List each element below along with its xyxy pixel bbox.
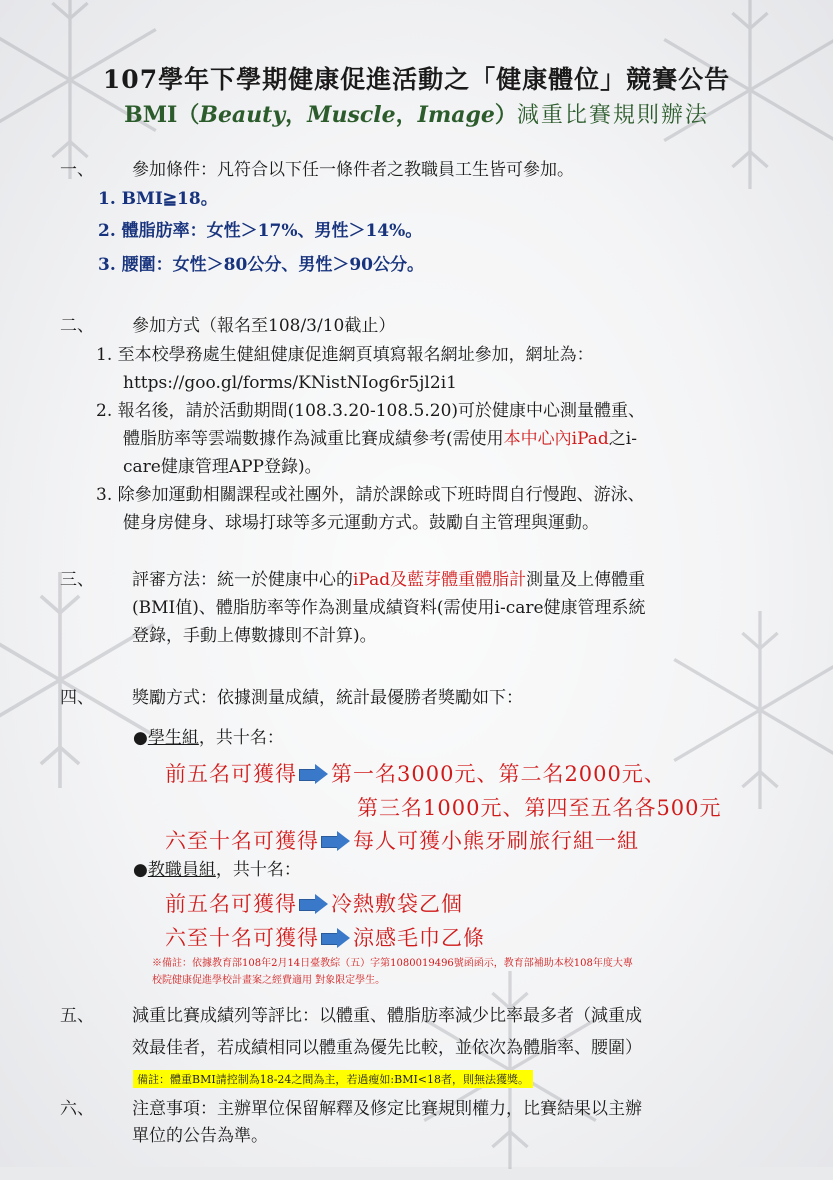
funding-note	[152, 955, 792, 989]
student-top5-prize	[165, 758, 666, 788]
line: (BMI值)、體脂肪率等作為測量成績資料(需使用i-care健康管理系統	[132, 598, 646, 618]
subtitle-sep: ，	[285, 102, 308, 128]
prize-value: 涼感毛巾乙條	[353, 926, 485, 950]
arrow-right-icon	[299, 765, 329, 783]
text: 之i-	[608, 429, 637, 449]
prize-label: 六至十名可獲得	[165, 829, 319, 853]
arrow-right-icon	[299, 895, 329, 913]
student-group-heading	[133, 725, 833, 752]
line: 單位的公告為準。	[132, 1126, 268, 1146]
page-subtitle	[0, 98, 833, 129]
group-name: 教職員組	[147, 860, 216, 880]
subtitle-muscle: Muscle	[307, 102, 396, 128]
student-top5-prize-cont: 第三名1000元、第四至五名各500元	[357, 796, 722, 820]
subtitle-sep: ，	[395, 102, 418, 128]
subtitle-lead: BMI（	[124, 102, 200, 128]
group-count: ，共十名：	[198, 728, 284, 748]
section-number: 三、	[60, 570, 94, 590]
highlight-text: 本中心內iPad	[503, 429, 609, 449]
method-list	[96, 341, 786, 537]
note-line: ※備註：依據教育部108年2月14日臺教綜（五）字第1080019496號函函示，教育部補助本校108年度大專	[152, 958, 633, 969]
section-text: 獎勵方式：依據測量成績，統計最優勝者獎勵如下：	[132, 688, 523, 708]
list-item: 3. 腰圍：女性＞80公分、男性＞90公分。	[98, 255, 424, 275]
page-title: 107學年下學期健康促進活動之「健康體位」競賽公告	[102, 65, 731, 94]
staff-group-heading	[133, 857, 833, 884]
subtitle-image: Image	[417, 102, 495, 128]
group-name: 學生組	[147, 728, 199, 748]
condition-list	[98, 185, 778, 279]
prize-label: 前五名可獲得	[165, 762, 297, 786]
text: 評審方法：統一於健康中心的	[132, 570, 353, 590]
prize-value: 第一名3000元、第二名2000元、	[331, 762, 666, 786]
subtitle-close: ）	[494, 102, 517, 128]
section-text	[132, 566, 782, 650]
list-item: 2. 報名後，請於活動期間(108.3.20-108.5.20)可於健康中心測量體重、	[96, 401, 646, 421]
staff-top5-prize	[165, 888, 463, 918]
list-item: 3. 除參加運動相關課程或社團外，請於課餘或下班時間自行慢跑、游泳、	[96, 485, 645, 505]
list-item	[96, 425, 786, 453]
prize-value: 每人可獲小熊牙刷旅行組一組	[353, 829, 639, 853]
staff-6to10-prize	[165, 922, 485, 952]
section-number: 六、	[60, 1099, 94, 1119]
section-text	[132, 1096, 782, 1150]
list-item: 2. 體脂肪率：女性＞17%、男性＞14%。	[98, 221, 423, 241]
section-number: 五、	[60, 1006, 94, 1026]
prize-value: 冷熱敷袋乙個	[331, 892, 463, 916]
section-number: 二、	[60, 316, 94, 336]
section-text: 參加條件：凡符合以下任一條件者之教職員工生皆可參加。	[132, 160, 574, 180]
prize-label: 六至十名可獲得	[165, 926, 319, 950]
list-item: 1. BMI≧18。	[98, 189, 218, 209]
bullet-icon: ●	[133, 860, 148, 880]
line: 注意事項：主辦單位保留解釋及修定比賽規則權力，比賽結果以主辦	[132, 1099, 642, 1119]
arrow-right-icon	[321, 929, 351, 947]
list-item: 1. 至本校學務處生健組健康促進網頁填寫報名網址參加，網址為：	[96, 345, 594, 365]
section-text: 參加方式（報名至108/3/10截止）	[132, 316, 396, 336]
section-number: 四、	[60, 688, 94, 708]
highlight-text: iPad及藍芽體重體脂計	[353, 570, 527, 590]
student-6to10-prize	[165, 825, 639, 855]
text: 測量及上傳體重	[526, 570, 646, 590]
section-number: 一、	[60, 160, 94, 180]
registration-url: https://goo.gl/forms/KNistNIog6r5jl2i1	[123, 373, 457, 393]
line	[132, 566, 782, 594]
line: 效最佳者，若成績相同以體重為優先比較，並依次為體脂率、腰圍）	[132, 1038, 642, 1058]
section-text	[132, 1000, 782, 1064]
list-item: 健身房健身、球場打球等多元運動方式。鼓勵自主管理與運動。	[123, 513, 599, 533]
bullet-icon: ●	[133, 728, 148, 748]
text: 體脂肪率等雲端數據作為減重比賽成績參考(需使用	[123, 429, 504, 449]
subtitle-tail: 減重比賽規則辦法	[516, 103, 709, 128]
line: 減重比賽成績列等評比：以體重、體脂肪率減少比率最多者（減重成	[132, 1006, 642, 1026]
line: 登錄，手動上傳數據則不計算)。	[132, 626, 377, 646]
bmi-highlight-note: 備註：體重BMI請控制為18-24之間為主，若過瘦如:BMI<18者，則無法獲獎。	[133, 1070, 533, 1088]
subtitle-beauty: Beauty	[199, 102, 286, 128]
list-item: care健康管理APP登錄)。	[123, 457, 322, 477]
prize-label: 前五名可獲得	[165, 892, 297, 916]
group-count: ，共十名：	[215, 860, 301, 880]
note-line: 校院健康促進學校計畫案之經費適用 對象限定學生。	[152, 975, 386, 986]
arrow-right-icon	[321, 832, 351, 850]
